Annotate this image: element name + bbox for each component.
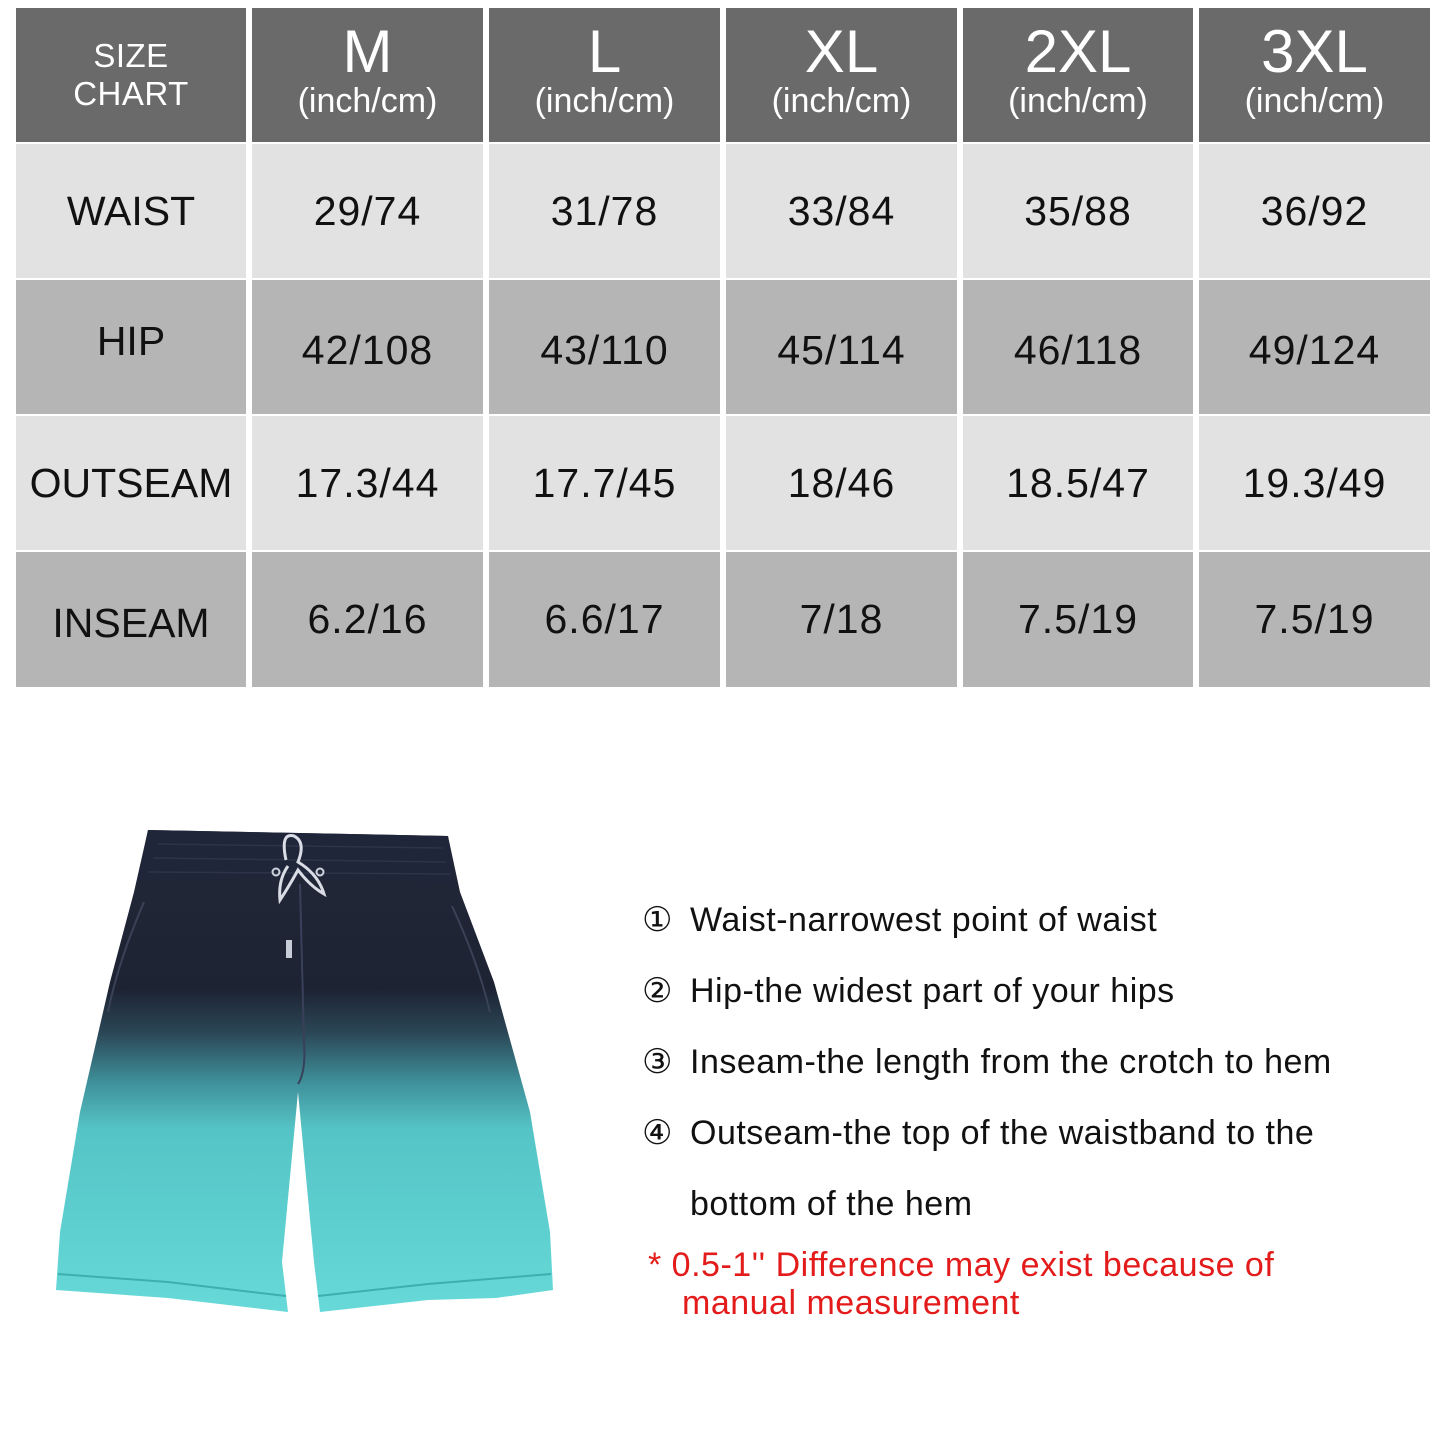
corner-label-line1: SIZE xyxy=(93,37,169,74)
table-cell: 17.3/44 xyxy=(252,416,483,550)
size-name: 2XL xyxy=(1024,18,1132,85)
circled-number-2: ② xyxy=(642,972,673,1010)
size-chart-table xyxy=(16,8,1431,688)
size-chart-corner xyxy=(16,8,246,142)
table-cell: 18/46 xyxy=(726,416,957,550)
size-header-3xl xyxy=(1199,8,1430,142)
row-label-hip: HIP xyxy=(16,280,246,414)
table-cell: 31/78 xyxy=(489,144,720,278)
size-name: M xyxy=(342,18,393,85)
guide-text: Hip-the widest part of your hips xyxy=(690,972,1175,1010)
table-cell: 33/84 xyxy=(726,144,957,278)
table-cell: 35/88 xyxy=(963,144,1193,278)
size-unit: (inch/cm) xyxy=(1244,82,1385,120)
note-line-1: * 0.5-1'' Difference may exist because of xyxy=(648,1246,1275,1284)
table-cell: 7.5/19 xyxy=(963,552,1193,687)
table-cell: 49/124 xyxy=(1199,280,1430,414)
measurement-note xyxy=(648,1246,1408,1322)
size-header-2xl xyxy=(963,8,1193,142)
table-cell: 29/74 xyxy=(252,144,483,278)
guide-text: Outseam-the top of the waistband to the xyxy=(690,1114,1315,1152)
size-name: 3XL xyxy=(1261,18,1368,85)
size-unit: (inch/cm) xyxy=(1008,82,1148,120)
table-cell: 19.3/49 xyxy=(1199,416,1430,550)
guide-text: Inseam-the length from the crotch to hem xyxy=(690,1043,1332,1081)
table-cell: 7/18 xyxy=(726,552,957,687)
table-cell: 42/108 xyxy=(252,280,483,414)
guide-item-inseam xyxy=(642,1027,1422,1098)
size-unit: (inch/cm) xyxy=(297,82,438,120)
guide-item-outseam-continuation: bottom of the hem xyxy=(690,1185,973,1223)
table-cell: 36/92 xyxy=(1199,144,1430,278)
size-name: XL xyxy=(804,18,879,85)
measurement-guide xyxy=(642,885,1422,1240)
circled-number-1: ① xyxy=(642,901,673,939)
row-label-outseam: OUTSEAM xyxy=(16,416,246,550)
note-line-2: manual measurement xyxy=(682,1284,1020,1322)
guide-item-waist xyxy=(642,885,1422,956)
row-label-waist: WAIST xyxy=(16,144,246,278)
swim-shorts-image xyxy=(48,822,558,1320)
table-cell: 6.2/16 xyxy=(252,552,483,687)
table-cell: 7.5/19 xyxy=(1199,552,1430,687)
table-cell: 6.6/17 xyxy=(489,552,720,687)
row-label-inseam: INSEAM xyxy=(16,552,246,687)
table-cell: 18.5/47 xyxy=(963,416,1193,550)
size-unit: (inch/cm) xyxy=(534,82,675,120)
table-cell: 46/118 xyxy=(963,280,1193,414)
table-cell: 43/110 xyxy=(489,280,720,414)
size-header-xl xyxy=(726,8,957,142)
table-cell: 17.7/45 xyxy=(489,416,720,550)
corner-label-line2: CHART xyxy=(73,75,189,112)
guide-item-outseam xyxy=(642,1098,1422,1169)
guide-item-hip xyxy=(642,956,1422,1027)
circled-number-3: ③ xyxy=(642,1043,673,1081)
table-cell: 45/114 xyxy=(726,280,957,414)
guide-text: Waist-narrowest point of waist xyxy=(690,901,1158,939)
circled-number-4: ④ xyxy=(642,1114,673,1152)
size-header-l xyxy=(489,8,720,142)
size-header-m xyxy=(252,8,483,142)
size-unit: (inch/cm) xyxy=(771,82,912,120)
size-name: L xyxy=(587,18,622,85)
